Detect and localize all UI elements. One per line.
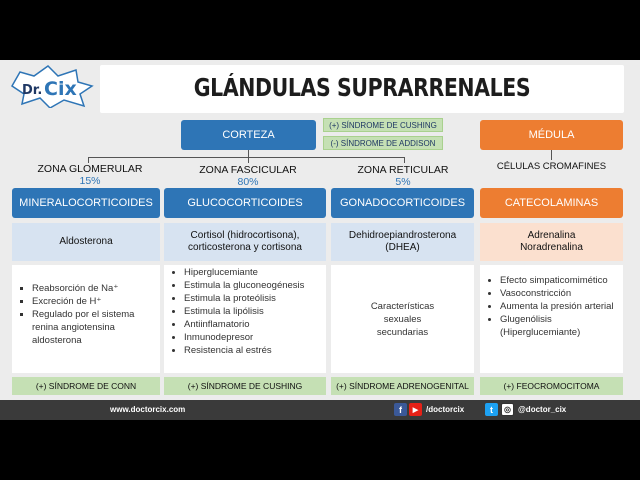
zone-fascicular: ZONA FASCICULAR 80% — [199, 164, 297, 188]
svg-text:Cix: Cix — [44, 78, 77, 100]
facebook-icon[interactable]: f — [394, 403, 407, 416]
gonadocorticoides-header: GONADOCORTICOIDES — [331, 188, 474, 218]
effect-item: • Estimula la lipólisis — [184, 305, 322, 318]
zone-glomerular: ZONA GLOMERULAR 15% — [37, 163, 143, 187]
twitter-icon[interactable]: t — [485, 403, 498, 416]
effect-item: • Inmunodepresor — [184, 331, 322, 344]
effects-mineralocorticoides — [12, 265, 160, 373]
effects-list — [166, 266, 322, 357]
connector-right — [404, 157, 405, 163]
website-link[interactable]: www.doctorcix.com — [110, 405, 186, 414]
glucocorticoides-header: GLUCOCORTICOIDES — [164, 188, 326, 218]
effect-item: • Aumenta la presión arterial — [500, 300, 619, 313]
effects-gonadocorticoides: Características sexuales secundarias — [331, 265, 474, 373]
effects-list — [482, 274, 619, 339]
hormone-cortisol: Cortisol (hidrocortisona), corticosterona y cortisona — [164, 223, 326, 261]
addison-tag: (-) SÍNDROME DE ADDISON — [323, 136, 443, 150]
facebook-handle[interactable]: /doctorcix — [426, 405, 465, 414]
connector-medula — [551, 150, 552, 160]
effect-item: • Glugenólisis (Hiperglucemiante) — [500, 313, 619, 339]
svg-text:Dr.: Dr. — [22, 83, 43, 98]
instagram-handle[interactable]: @doctor_cix — [518, 405, 567, 414]
title-bar — [100, 65, 624, 113]
effects-list — [14, 282, 154, 347]
zone-reticular: ZONA RETICULAR 5% — [357, 164, 449, 188]
celulas-cromafines: CÉLULAS CROMAFINES — [496, 161, 607, 172]
effects-catecolaminas — [480, 265, 623, 373]
catecolaminas-header: CATECOLAMINAS — [480, 188, 623, 218]
cushing-tag: (+) SÍNDROME DE CUSHING — [323, 118, 443, 132]
effect-item: • Estimula la gluconeogénesis — [184, 279, 322, 292]
effect-item: ▪ Excreción de H⁺ — [32, 295, 154, 308]
effect-item: • Resistencia al estrés — [184, 344, 322, 357]
medula-header: MÉDULA — [480, 120, 623, 150]
slide — [0, 60, 640, 420]
drcix-logo — [8, 64, 94, 108]
hormone-aldosterona: Aldosterona — [12, 223, 160, 261]
effect-item: • Antiinflamatorio — [184, 318, 322, 331]
effect-item: • Hiperglucemiante — [184, 266, 322, 279]
footer — [0, 400, 640, 420]
syndrome-feocromocitoma: (+) FEOCROMOCITOMA — [480, 377, 623, 395]
syndrome-cushing: (+) SÍNDROME DE CUSHING — [164, 377, 326, 395]
instagram-icon[interactable]: ◎ — [501, 403, 514, 416]
effects-glucocorticoides — [164, 265, 326, 373]
connector-horizontal — [88, 157, 404, 158]
connector-mid — [248, 157, 249, 163]
hormone-catecolaminas: Adrenalina Noradrenalina — [480, 223, 623, 261]
effect-item: ▪ Reabsorción de Na⁺ — [32, 282, 154, 295]
corteza-header: CORTEZA — [181, 120, 316, 150]
youtube-icon[interactable]: ▶ — [409, 403, 422, 416]
mineralocorticoides-header: MINERALOCORTICOIDES — [12, 188, 160, 218]
page-title: GLÁNDULAS SUPRARRENALES — [193, 73, 531, 102]
hormone-dhea: Dehidroepiandrosterona (DHEA) — [331, 223, 474, 261]
effect-item: • Vasoconstricción — [500, 287, 619, 300]
effect-item: • Estimula la proteólisis — [184, 292, 322, 305]
effect-item: • Efecto simpaticomimético — [500, 274, 619, 287]
effect-item: ▪ Regulado por el sistema renina angiotensina aldosterona — [32, 308, 154, 347]
syndrome-adrenogenital: (+) SÍNDROME ADRENOGENITAL — [331, 377, 474, 395]
syndrome-conn: (+) SÍNDROME DE CONN — [12, 377, 160, 395]
